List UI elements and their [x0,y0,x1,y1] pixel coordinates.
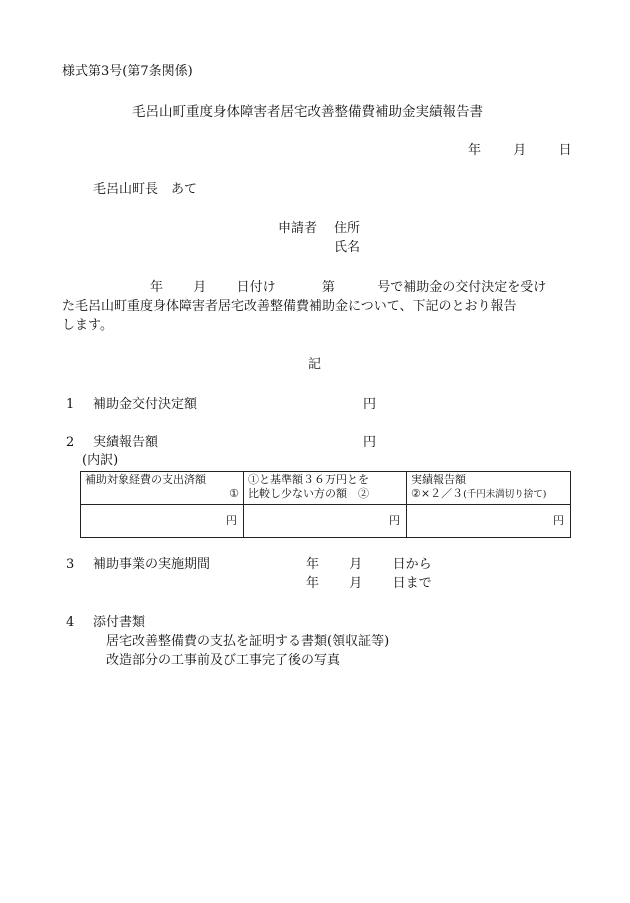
period-to [306,576,432,592]
breakdown-value-row [81,505,571,538]
form-number: 様式第3号(第7条関係) [62,64,193,79]
breakdown-header-row [81,472,571,505]
comparison-unit: 円 [389,514,400,527]
report-amount-header-line-2 [411,487,566,502]
applicant-label: 申請者 [278,221,318,236]
breakdown-header-expenditure [81,472,244,505]
ki-heading: 記 [308,357,322,372]
report-amount-header-line-1: 実績報告額 [411,473,466,486]
item-1-label: 補助金交付決定額 [93,397,198,412]
addressee: 毛呂山町長 あて [93,182,198,197]
comparison-header-line-1: ①と基準額３６万円とを [248,473,369,486]
item-2-label: 実績報告額 [93,435,159,450]
period-from-year: 年 [306,557,320,572]
breakdown-label: (内訳) [82,453,119,468]
breakdown-header-comparison [244,472,407,505]
date-month-label: 月 [513,143,527,158]
breakdown-table [80,471,571,538]
item-2-number: 2 [66,435,75,450]
period-to-year: 年 [306,576,320,591]
report-amount-rounding-note: (千円未満切り捨て) [463,489,547,500]
item-4-label: 添付書類 [93,615,146,630]
body-line-1 [150,280,546,296]
body-line-2: た毛呂山町重度身体障害者居宅改善整備費補助金について、下記のとおり報告 [62,299,517,314]
attached-document-receipt: 居宅改善整備費の支払を証明する書類(領収証等) [106,634,390,649]
period-from-month: 月 [349,557,363,572]
date-year-label: 年 [468,143,482,158]
body-no-prefix: 第 [321,280,335,295]
period-from-day: 日から [392,557,432,572]
comparison-header-line-2: 比較し少ない方の額 ② [248,487,369,500]
applicant-address-label: 住所 [334,221,361,236]
period-to-month: 月 [349,576,363,591]
item-3-label: 補助事業の実施期間 [93,557,211,572]
item-1-unit: 円 [363,397,377,412]
body-month-label: 月 [193,280,207,295]
period-to-day: 日まで [392,576,432,591]
report-amount-value-cell[interactable] [407,505,571,538]
comparison-value-cell[interactable] [244,505,407,538]
document-title: 毛呂山町重度身体障害者居宅改善整備費補助金実績報告書 [132,104,483,120]
item-1-number: 1 [66,397,75,412]
report-amount-formula: ②×２／３ [411,487,464,500]
expenditure-header-mark: ① [229,487,239,500]
body-dated-label: 日付け [236,280,276,295]
period-from [306,557,432,573]
item-2-unit: 円 [363,435,377,450]
body-year-label: 年 [150,280,164,295]
report-amount-unit: 円 [553,514,564,527]
applicant-name-label: 氏名 [334,240,361,255]
expenditure-value-cell[interactable] [81,505,244,538]
item-4-number: 4 [66,615,75,630]
expenditure-unit: 円 [226,514,237,527]
report-date [468,143,572,159]
body-line-3: します。 [62,318,113,333]
item-3-number: 3 [66,557,75,572]
breakdown-header-report-amount [407,472,571,505]
attached-document-photos: 改造部分の工事前及び工事完了後の写真 [106,653,341,668]
expenditure-header-text: 補助対象経費の支出済額 [85,473,206,486]
body-line-1-rest: 号で補助金の交付決定を受け [377,280,547,295]
date-day-label: 日 [558,143,572,158]
